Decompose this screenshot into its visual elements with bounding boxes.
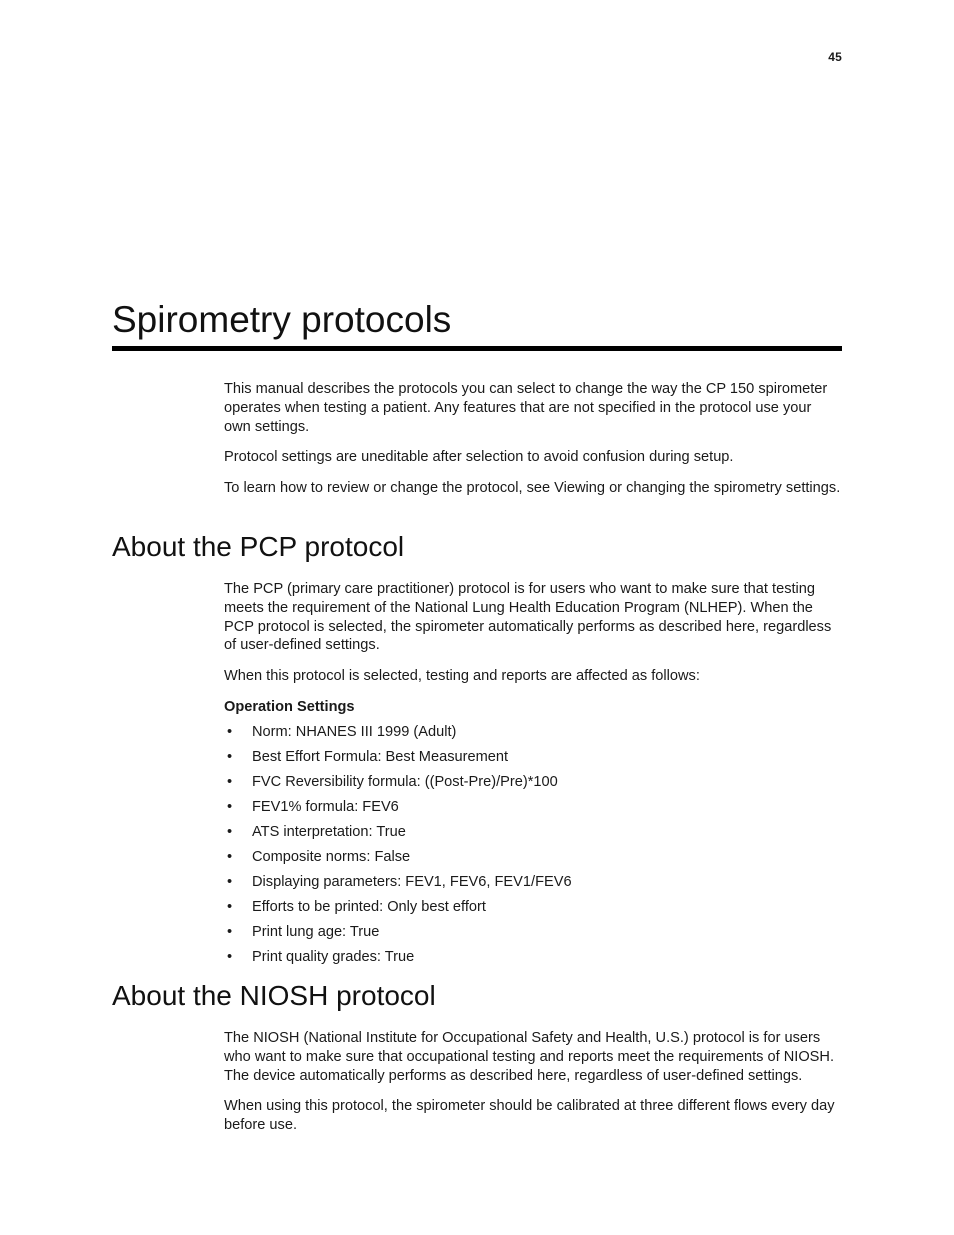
chapter-title-rule bbox=[112, 346, 842, 351]
intro-paragraph: This manual describes the protocols you can select to change the way the CP 150 spirometer operates when testing a patient. Any features that are not specified in the protocol use your own settings. bbox=[224, 381, 828, 435]
list-item bbox=[224, 923, 842, 948]
niosh-paragraph: When using this protocol, the spirometer should be calibrated at three different flows every day before use. bbox=[224, 1098, 835, 1134]
niosh-paragraph: The NIOSH (National Institute for Occupational Safety and Health, U.S.) protocol is for users who want to make sure that occupational testing and reports meet the requirements of NIOSH. The device automatically performs as described here, regardless of user-defined settings. bbox=[224, 1030, 835, 1084]
bullet-glyph: • bbox=[227, 923, 233, 940]
list-item bbox=[224, 823, 842, 848]
bullet-glyph: • bbox=[227, 948, 233, 965]
chapter-intro bbox=[224, 380, 842, 510]
list-item-text: Print lung age: True bbox=[252, 923, 380, 940]
list-item bbox=[224, 898, 842, 923]
list-item-text: Print quality grades: True bbox=[252, 948, 415, 965]
bullet-glyph: • bbox=[227, 873, 233, 890]
chapter-title: Spirometry protocols bbox=[112, 299, 452, 340]
list-item bbox=[224, 948, 842, 973]
list-item bbox=[224, 773, 842, 798]
list-item-text: ATS interpretation: True bbox=[252, 823, 406, 840]
bullet-glyph: • bbox=[227, 848, 233, 865]
operation-settings-list bbox=[224, 723, 842, 973]
bullet-glyph: • bbox=[227, 798, 233, 815]
bullet-glyph: • bbox=[227, 898, 233, 915]
bullet-glyph: • bbox=[227, 823, 233, 840]
pcp-paragraph: The PCP (primary care practitioner) protocol is for users who want to make sure that testing meets the requirement of the National Lung Health Education Program (NLHEP). When the PCP protocol is selected, the spirometer automatically performs as described here, regardless of user-defined settings. bbox=[224, 581, 832, 654]
list-item bbox=[224, 748, 842, 773]
list-item-text: Composite norms: False bbox=[252, 848, 411, 865]
niosh-section-title: About the NIOSH protocol bbox=[112, 980, 436, 1011]
list-item bbox=[224, 848, 842, 873]
intro-paragraph: To learn how to review or change the protocol, see Viewing or changing the spirometry settings. bbox=[224, 480, 841, 497]
page-number: 45 bbox=[828, 50, 842, 64]
niosh-section-body bbox=[224, 1029, 842, 1147]
list-item-text: Best Effort Formula: Best Measurement bbox=[252, 748, 509, 765]
list-item-text: Efforts to be printed: Only best effort bbox=[252, 898, 486, 915]
intro-paragraph: Protocol settings are uneditable after selection to avoid confusion during setup. bbox=[224, 449, 734, 466]
pcp-section-title: About the PCP protocol bbox=[112, 531, 405, 562]
list-item bbox=[224, 723, 842, 748]
bullet-glyph: • bbox=[227, 773, 233, 790]
bullet-glyph: • bbox=[227, 748, 233, 765]
list-item-text: Displaying parameters: FEV1, FEV6, FEV1/FEV6 bbox=[252, 873, 572, 890]
operation-settings-heading: Operation Settings bbox=[224, 698, 355, 715]
pcp-paragraph: When this protocol is selected, testing and reports are affected as follows: bbox=[224, 668, 700, 685]
list-item-text: Norm: NHANES III 1999 (Adult) bbox=[252, 723, 457, 740]
list-item bbox=[224, 798, 842, 823]
list-item-text: FVC Reversibility formula: ((Post-Pre)/Pre)*100 bbox=[252, 773, 558, 790]
bullet-glyph: • bbox=[227, 723, 233, 740]
list-item-text: FEV1% formula: FEV6 bbox=[252, 798, 399, 815]
pcp-section-body bbox=[224, 580, 842, 973]
list-item bbox=[224, 873, 842, 898]
